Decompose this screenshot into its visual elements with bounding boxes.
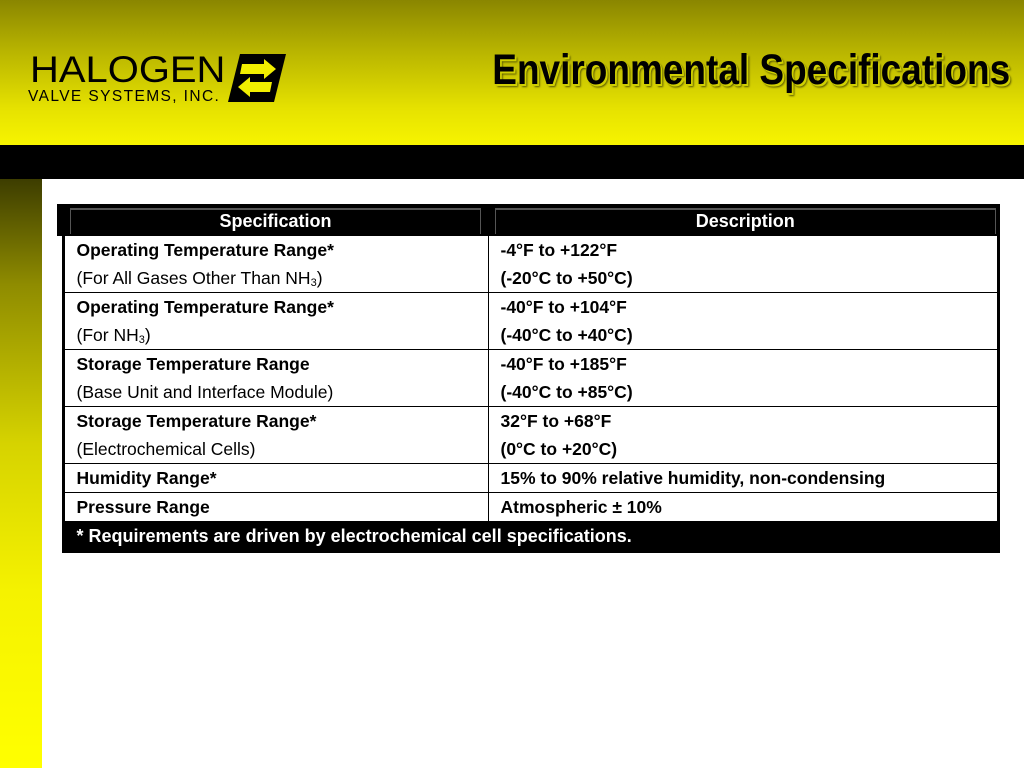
desc-fahrenheit: 32°F to +68°F <box>500 411 612 431</box>
spec-name: Operating Temperature Range* <box>76 240 334 260</box>
spec-cell <box>63 293 488 350</box>
desc-cell <box>488 464 998 493</box>
spec-name: Storage Temperature Range <box>76 354 310 374</box>
spec-qualifier: (For $NH_3$) <box>76 325 151 346</box>
table-footnote-row <box>63 522 998 552</box>
desc-cell <box>488 407 998 464</box>
table-row <box>63 493 998 522</box>
desc-celsius: (0°C to +20°C) <box>500 439 618 459</box>
specifications-table <box>57 204 1000 553</box>
table-row <box>63 293 998 350</box>
desc-celsius: (-40°C to +40°C) <box>500 325 633 345</box>
spec-name: Humidity Range* <box>76 468 217 488</box>
spec-cell <box>63 350 488 407</box>
spec-name: Pressure Range <box>76 497 210 517</box>
desc-celsius: (-20°C to +50°C) <box>500 268 633 288</box>
spec-qualifier: (For All Gases Other Than $NH_3$) <box>76 268 323 289</box>
desc-celsius: (-40°C to +85°C) <box>500 382 633 402</box>
table-row <box>63 407 998 464</box>
desc-cell <box>488 493 998 522</box>
desc-fahrenheit: -4°F to +122°F <box>500 240 618 260</box>
spec-name: Operating Temperature Range* <box>76 297 334 317</box>
table-row <box>63 350 998 407</box>
logo-subtitle: VALVE SYSTEMS, INC. <box>28 88 221 105</box>
desc-cell <box>488 293 998 350</box>
spec-qualifier: (Base Unit and Interface Module) <box>76 382 334 402</box>
spec-cell <box>63 464 488 493</box>
desc-value: Atmospheric ± 10% <box>500 497 662 517</box>
company-logo <box>28 50 290 108</box>
table-row <box>63 236 998 293</box>
desc-cell <box>488 236 998 293</box>
spec-cell <box>63 407 488 464</box>
desc-value: 15% to 90% relative humidity, non-condensing <box>500 468 886 488</box>
left-accent-strip <box>0 179 42 768</box>
desc-fahrenheit: -40°F to +185°F <box>500 354 627 374</box>
desc-cell <box>488 350 998 407</box>
desc-fahrenheit: -40°F to +104°F <box>500 297 627 317</box>
logo-arrows-icon <box>228 54 286 102</box>
spec-cell <box>63 493 488 522</box>
spec-qualifier: (Electrochemical Cells) <box>76 439 256 459</box>
table-footnote: * Requirements are driven by electrochemical cell specifications. <box>63 522 998 552</box>
header-divider-bar <box>0 145 1024 179</box>
spec-cell <box>63 236 488 293</box>
spec-name: Storage Temperature Range* <box>76 411 317 431</box>
table-header-row <box>63 206 998 236</box>
table-row <box>63 464 998 493</box>
slide-title: Environmental Specifications <box>492 46 1010 94</box>
header-specification: Specification <box>63 206 488 236</box>
header-description: Description <box>488 206 998 236</box>
logo-wordmark: HALOGEN <box>30 49 226 90</box>
